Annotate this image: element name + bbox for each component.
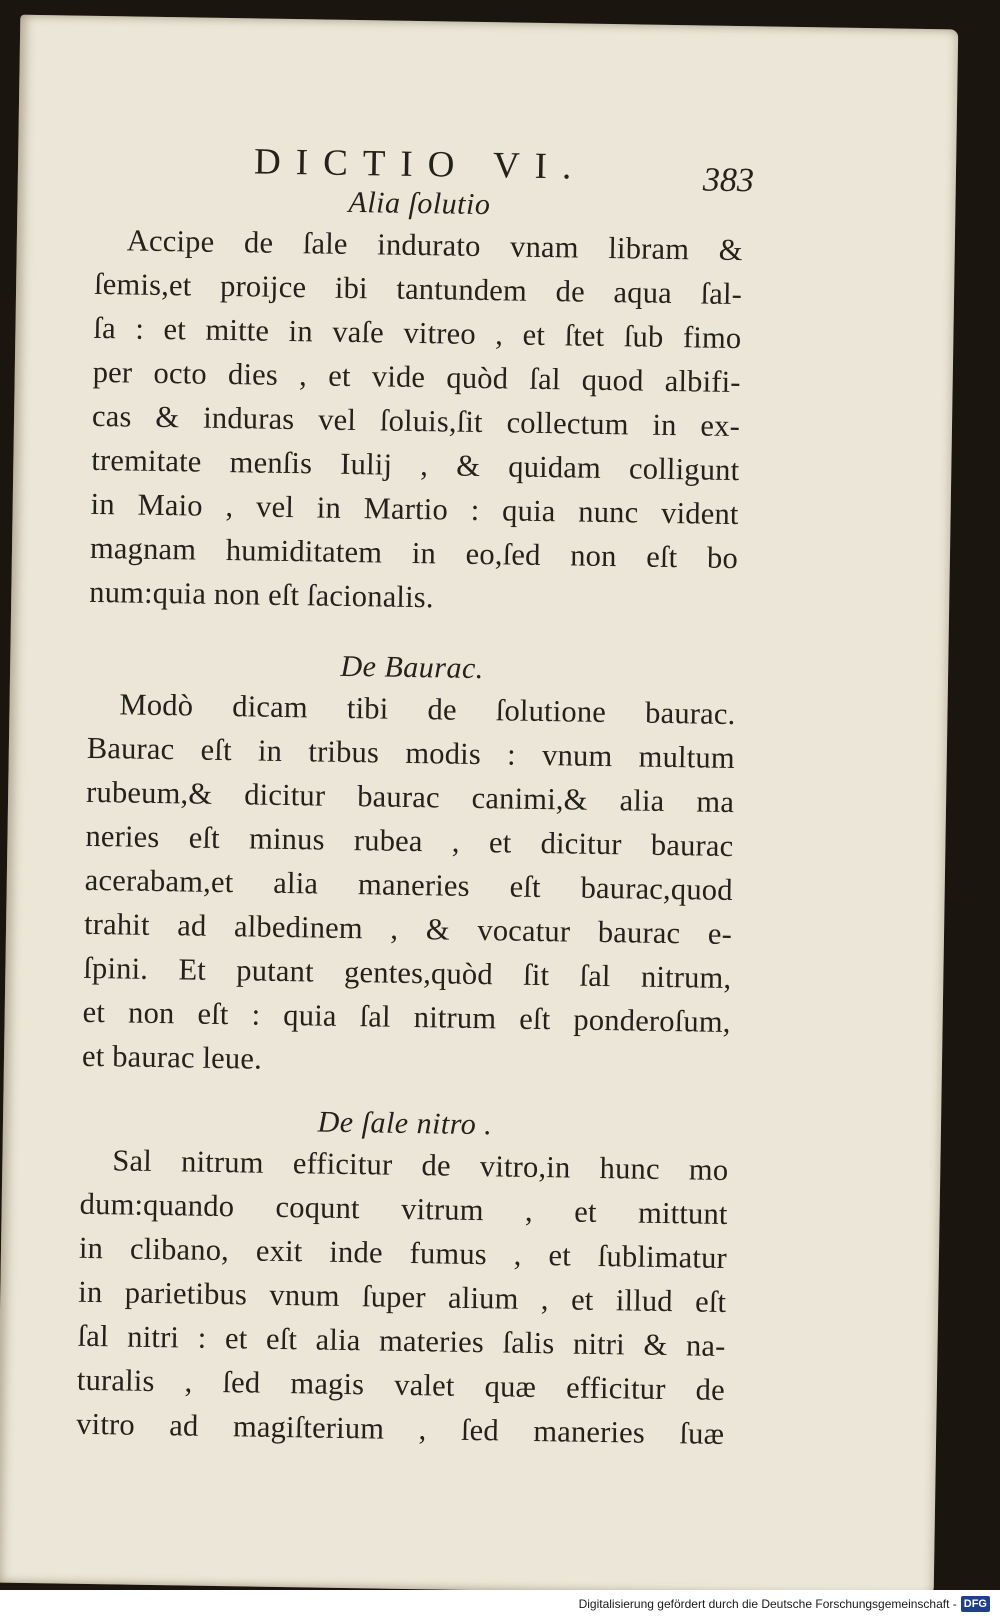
page-number: 383 bbox=[702, 161, 755, 200]
credit-text: Digitalisierung gefördert durch die Deutsche Forschungsgemeinschaft - bbox=[578, 1597, 957, 1611]
text-line: dum:quando coqunt vitrum , et mittunt bbox=[79, 1186, 728, 1231]
text-line: neries eſt minus rubea , et dicitur baurac bbox=[85, 818, 734, 864]
text-line: Accipe de ſale indurato vnam libram & bbox=[126, 223, 744, 268]
section-alia-solutio bbox=[89, 180, 744, 624]
section-de-sale-nitro bbox=[76, 1100, 729, 1456]
dfg-logo: DFG bbox=[961, 1596, 990, 1612]
digitization-credit bbox=[571, 1594, 994, 1614]
text-line: tremitate menſis Iulij , & quidam colligunt bbox=[91, 442, 740, 488]
text-line: vitro ad magiſterium , ſed maneries ſuæ bbox=[75, 1406, 725, 1451]
text-line: in parietibus vnum ſuper alium , et illud eſt bbox=[78, 1274, 727, 1319]
paragraph bbox=[82, 682, 736, 1088]
text-line: acerabam,et alia maneries eſt baurac,quod bbox=[84, 862, 733, 908]
section-de-baurac bbox=[82, 644, 737, 1088]
text-line: in clibano, exit inde fumus , et ſublimatur bbox=[78, 1230, 728, 1275]
text-line: Modò dicam tibi de ſolutione baurac. bbox=[119, 687, 736, 732]
text-line: Sal nitrum efficitur de vitro,in hunc mo bbox=[112, 1143, 729, 1187]
section-heading: De ſale nitro . bbox=[317, 1105, 493, 1142]
paragraph bbox=[76, 1138, 729, 1456]
paragraph bbox=[89, 218, 743, 624]
text-line: per octo dies , et vide quòd ſal quod albifi- bbox=[92, 354, 741, 400]
text-line: trahit ad albedinem , & vocatur baurac e- bbox=[83, 906, 733, 952]
text-line: ſpini. Et putant gentes,quòd ſit ſal nitrum, bbox=[83, 950, 732, 996]
page-content bbox=[75, 118, 755, 1456]
text-line: et baurac leue. bbox=[81, 1038, 263, 1076]
text-line: ſa : et mitte in vaſe vitreo , et ſtet ſub fimo bbox=[93, 310, 742, 356]
text-line: rubeum,& dicitur baurac canimi,& alia ma bbox=[85, 774, 735, 820]
text-line: et non eſt : quia ſal nitrum eſt ponderoſum, bbox=[82, 994, 731, 1040]
text-line: in Maio , vel in Martio : quia nunc vident bbox=[90, 486, 739, 532]
text-line: Baurac eſt in tribus modis : vnum multum bbox=[86, 730, 736, 776]
text-line: num:quia non eſt ſacionalis. bbox=[89, 574, 434, 615]
running-head bbox=[96, 118, 755, 200]
text-line: magnam humiditatem in eo,ſed non eſt bo bbox=[89, 530, 739, 576]
text-line: turalis , ſed magis valet quæ efficitur de bbox=[76, 1362, 726, 1407]
text-line: ſal nitri : et eſt alia materies ſalis nitri & na- bbox=[77, 1318, 726, 1363]
book-page bbox=[0, 15, 958, 1598]
text-line: ſemis,et proijce ibi tantundem de aqua ſal- bbox=[93, 266, 743, 312]
text-line: cas & induras vel ſoluis,ſit collectum in ex- bbox=[91, 398, 741, 444]
running-head-title: DICTIO VI. bbox=[253, 141, 587, 188]
section-heading: Alia ſolutio bbox=[348, 185, 491, 222]
section-heading: De Baurac. bbox=[340, 649, 485, 686]
